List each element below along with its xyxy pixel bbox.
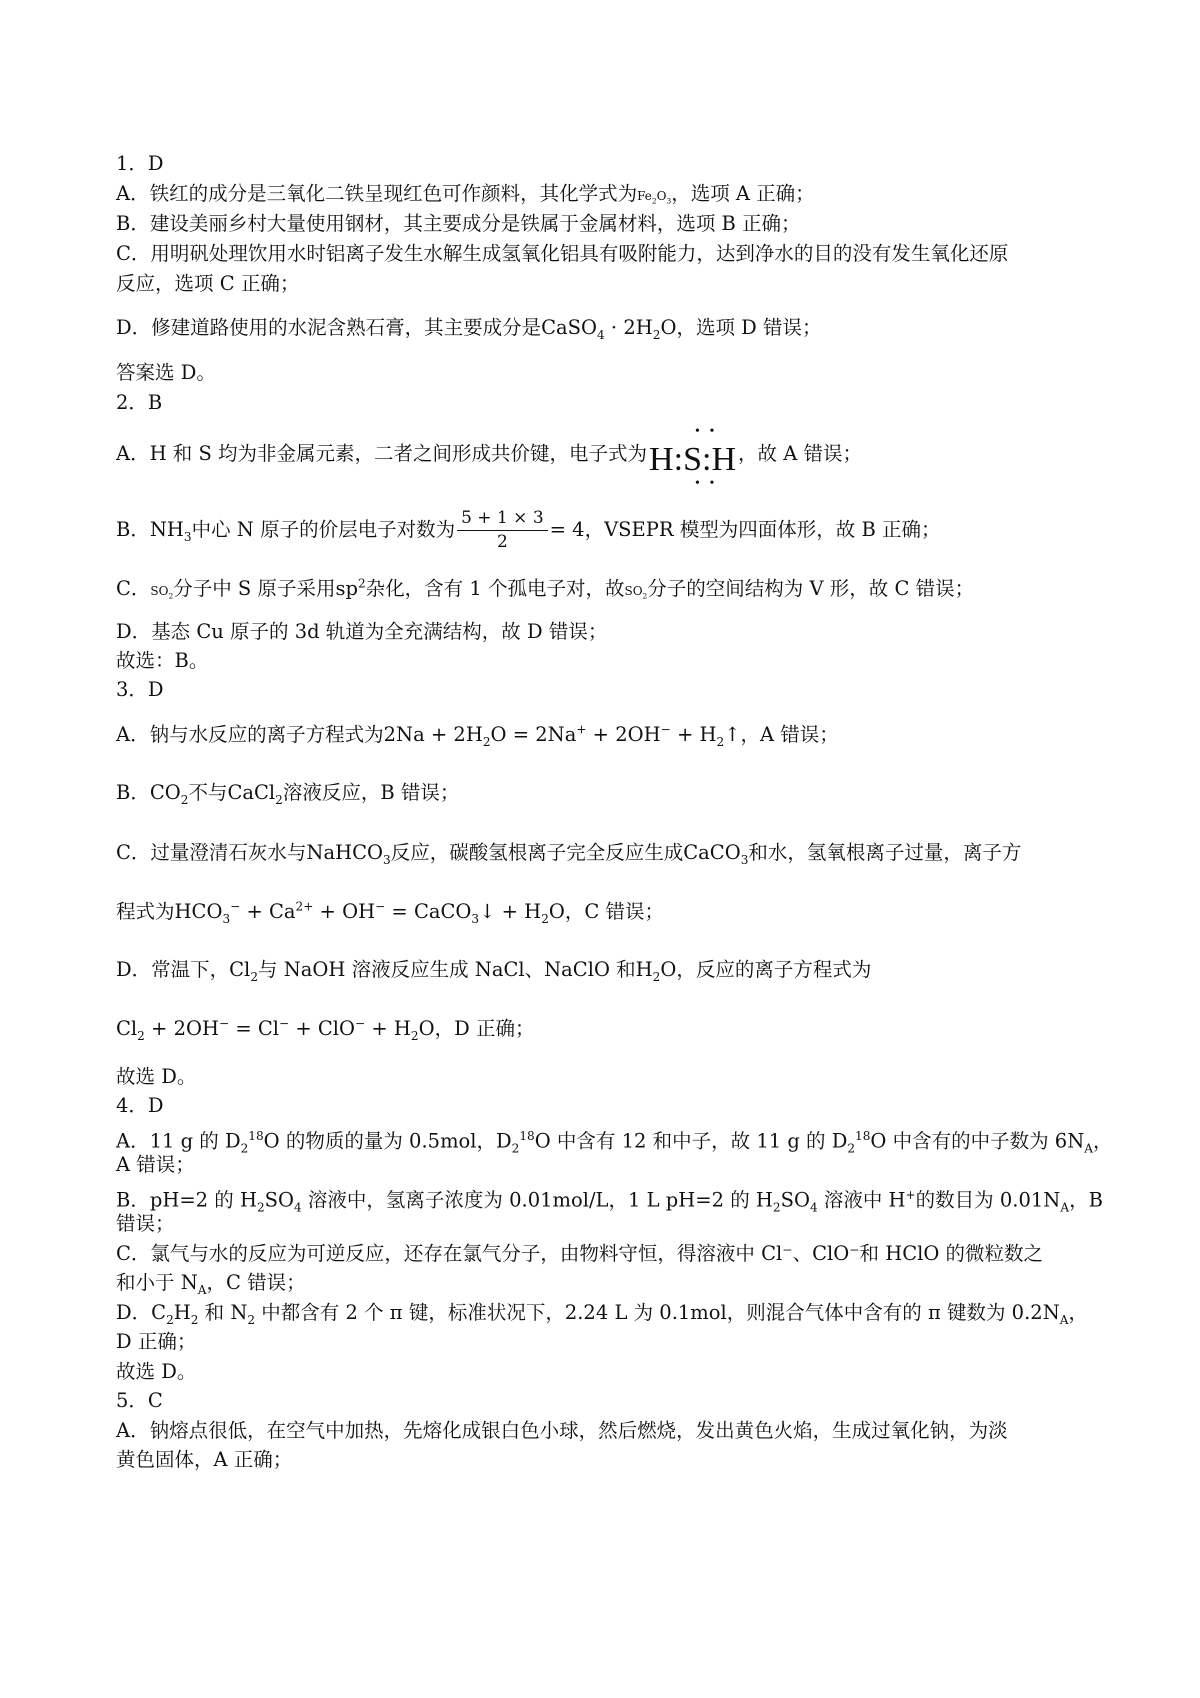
q1-answer: 答案选 D。 xyxy=(116,361,216,384)
q2-option-b: B．$NH_3$中心 N 原子的价层电子对数为 $\frac{5 + 1 \times 3}{2}$ = 4，VSEPR 模型为四面体形，故 B 正确； xyxy=(116,508,941,552)
q3-option-c-line1: C．过量澄清石灰水与NaHCO$_3$反应，碳酸氢根离子完全反应生成CaCO$_3$和水，氢氧根离子过量，离子方 xyxy=(116,841,1022,867)
q1-option-d: D．修建道路使用的水泥含熟石膏，其主要成分是CaSO$_4$ · $2H_2O$，选项 D 错误； xyxy=(116,316,822,342)
q3-option-d-line1: D．常温下，$Cl_2$与 NaOH 溶液反应生成 NaCl、NaClO 和$H_2O$，反应的离子方程式为 xyxy=(116,958,872,984)
q1-heading: 1．D xyxy=(116,152,164,175)
q3-option-c-line2: 程式为$HCO_3^- + Ca^{2+} + OH^-$ = CaCO$_3$↓ + $H_2O$，C 错误； xyxy=(116,899,665,926)
q1-option-a: A．铁红的成分是三氧化二铁呈现红色可作颜料，其化学式为$Fe_2O_3$，选项 A 正确； xyxy=(116,182,815,206)
q3-option-a: A．钠与水反应的离子方程式为$2Na + 2H_2O = 2Na^+ + 2OH^-$ + $H_2↑$，A 错误； xyxy=(116,722,839,749)
q1-option-c-line2: 反应，选项 C 正确； xyxy=(116,272,300,295)
q2-option-d: D．基态 Cu 原子的 3d 轨道为全充满结构，故 D 错误； xyxy=(116,620,608,643)
q4-option-a-line2: A 错误； xyxy=(116,1153,195,1176)
q3-answer: 故选 D。 xyxy=(116,1065,197,1088)
q3-option-d-line2: $Cl_2 + 2OH^- = Cl^- + ClO^- + H_2O$，D 正确； xyxy=(116,1016,535,1043)
q5-option-a-line2: 黄色固体，A 正确； xyxy=(116,1448,293,1471)
q2-option-a: A．H 和 S 均为非金属元素，二者之间形成共价键，电子式为H:S:H • • • • ，故 A 错误； xyxy=(116,424,862,491)
h2s-electron-formula: H:S:H • • • • xyxy=(649,424,736,491)
q4-option-d-line2: D 正确； xyxy=(116,1330,197,1353)
q4-answer: 故选 D。 xyxy=(116,1360,197,1383)
q5-heading: 5．C xyxy=(116,1389,163,1412)
q5-option-a-line1: A．钠熔点很低，在空气中加热，先熔化成银白色小球，然后燃烧，发出黄色火焰，生成过氧化钠，为淡 xyxy=(116,1419,1008,1442)
q4-option-a-line1: A．11 g 的 $D_2^{18}O$ 的物质的量为 0.5mol，$D_2^{18}O$ 中含有 12 和中子，故 11 g 的 $D_2^{18}O$ 中含有的中子数为 $6N_A$， xyxy=(116,1129,1113,1156)
q2-heading: 2．B xyxy=(116,391,163,414)
vsepr-fraction: $\frac{5 + 1 \times 3}{2}$ xyxy=(457,510,548,551)
q3-heading: 3．D xyxy=(116,678,164,701)
q2-option-c: C．$SO_2$分子中 S 原子采用$sp^2$杂化，含有 1 个孤电子对，故$SO_2$分子的空间结构为 V 形，故 C 错误； xyxy=(116,576,975,601)
q4-option-d-line1: D．$C_2H_2$ 和 $N_2$ 中都含有 2 个 π 键，标准状况下，2.24 L 为 0.1mol，则混合气体中含有的 π 键数为 $0.2N_A$， xyxy=(116,1301,1089,1327)
q4-option-b-line1: B．pH=2 的 $H_2SO_4$ 溶液中，氢离子浓度为 0.01mol/L，1 L pH=2 的 $H_2SO_4$ 溶液中 H+的数目为 $0.01N_A$，B xyxy=(116,1188,1103,1215)
q4-heading: 4．D xyxy=(116,1094,164,1117)
q3-option-b: B．$CO_2$不与CaCl$_2$溶液反应，B 错误； xyxy=(116,781,460,807)
q2-answer: 故选：B。 xyxy=(116,649,209,672)
q1-option-b: B．建设美丽乡村大量使用钢材，其主要成分是铁属于金属材料，选项 B 正确； xyxy=(116,212,801,235)
q4-option-c-line1: C．氯气与水的反应为可逆反应，还存在氯气分子，由物料守恒，得溶液中 Cl⁻、ClO⁻和 HClO 的微粒数之 xyxy=(116,1242,1044,1265)
q4-option-b-line2: 错误； xyxy=(116,1212,175,1235)
q1-option-c-line1: C．用明矾处理饮用水时铝离子发生水解生成氢氧化铝具有吸附能力，达到净水的目的没有发生氧化还原 xyxy=(116,242,1009,265)
q4-option-c-line2: 和小于 $N_A$，C 错误； xyxy=(116,1271,306,1297)
